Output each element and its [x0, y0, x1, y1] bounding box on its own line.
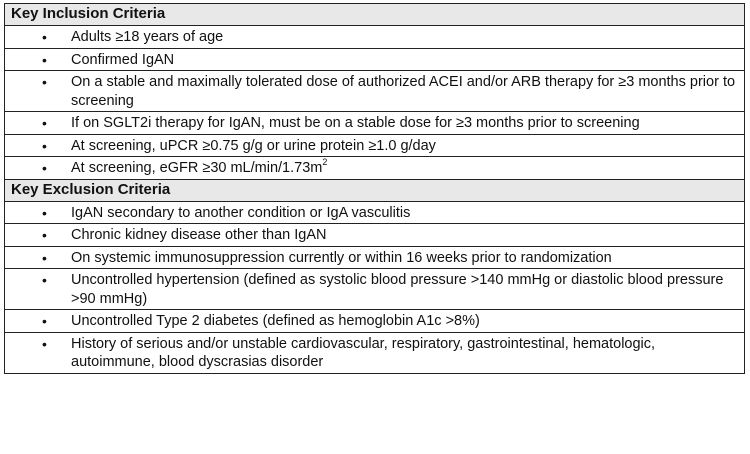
bullet-icon: • [42, 74, 47, 90]
exclusion-item: Uncontrolled hypertension (defined as systolic blood pressure >140 mmHg or diastolic blood pressure >90 mmHg) [71, 272, 724, 307]
exclusion-row [5, 269, 745, 310]
exclusion-row [5, 201, 745, 224]
bullet-icon: • [42, 313, 47, 329]
inclusion-row [5, 134, 745, 157]
exclusion-row [5, 224, 745, 247]
exclusion-row [5, 246, 745, 269]
bullet-icon: • [42, 160, 47, 176]
exclusion-row [5, 310, 745, 333]
inclusion-item: At screening, uPCR ≥0.75 g/g or urine protein ≥1.0 g/day [71, 137, 436, 154]
bullet-icon: • [42, 272, 47, 288]
bullet-icon: • [42, 204, 47, 221]
exclusion-item: On systemic immunosuppression currently or within 16 weeks prior to randomization [71, 249, 612, 266]
inclusion-item: On a stable and maximally tolerated dose of authorized ACEI and/or ARB therapy for ≥3 months prior to screening [71, 74, 736, 109]
inclusion-heading: Key Inclusion Criteria [5, 4, 745, 26]
exclusion-item: Chronic kidney disease other than IgAN [71, 227, 327, 243]
exclusion-item: Uncontrolled Type 2 diabetes (defined as hemoglobin A1c >8%) [71, 313, 480, 329]
egfr-text: At screening, eGFR ≥30 mL/min/1.73m [71, 160, 323, 176]
inclusion-row [5, 26, 745, 49]
bullet-icon: • [42, 227, 47, 243]
inclusion-row [5, 157, 745, 180]
egfr-superscript: 2 [322, 157, 328, 168]
inclusion-row [5, 71, 745, 112]
inclusion-header-row [5, 4, 745, 26]
bullet-icon: • [42, 335, 47, 352]
exclusion-item: History of serious and/or unstable cardiovascular, respiratory, gastrointestinal, hematologic, autoimmune, blood dyscrasias disorder [71, 335, 656, 370]
bullet-icon: • [42, 249, 47, 266]
exclusion-header-row [5, 179, 745, 201]
inclusion-item: Adults ≥18 years of age [71, 29, 224, 45]
bullet-icon: • [42, 29, 47, 45]
bullet-icon: • [42, 137, 47, 154]
bullet-icon: • [42, 115, 47, 131]
bullet-icon: • [42, 51, 47, 68]
criteria-table [4, 3, 745, 374]
inclusion-row [5, 48, 745, 71]
inclusion-item-egfr [71, 159, 738, 178]
inclusion-item: Confirmed IgAN [71, 51, 175, 68]
exclusion-heading: Key Exclusion Criteria [5, 179, 745, 201]
inclusion-item: If on SGLT2i therapy for IgAN, must be on a stable dose for ≥3 months prior to screening [71, 115, 640, 131]
exclusion-item: IgAN secondary to another condition or IgA vasculitis [71, 204, 411, 221]
inclusion-row [5, 112, 745, 135]
exclusion-row [5, 332, 745, 373]
